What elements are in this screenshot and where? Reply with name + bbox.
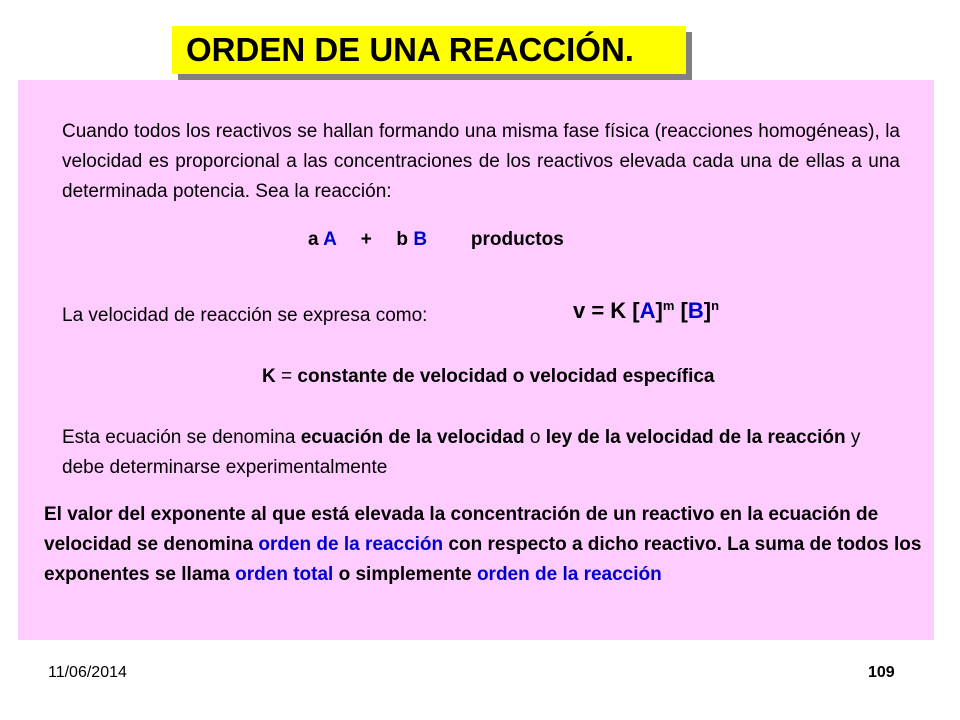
rate-law-part1: Esta ecuación se denomina [62, 427, 301, 448]
coef-b: b [396, 229, 409, 250]
order-term2: orden total [235, 564, 334, 585]
products-label: productos [470, 229, 564, 250]
order-part2: con respecto a dicho reactivo. La suma de todos los exponentes se llama [44, 534, 922, 585]
order-part3: o simplemente [333, 564, 477, 585]
rate-bracket-close-b: ] [703, 298, 712, 323]
slide-title: ORDEN DE UNA REACCIÓN. [172, 26, 686, 74]
footer-date: 11/06/2014 [48, 664, 127, 681]
order-term3: orden de la reacción [476, 564, 662, 585]
exponent-n: n [711, 298, 720, 313]
rate-bracket-close-a: ] [655, 298, 663, 323]
page-number: 109 [868, 664, 895, 681]
plus-sign: + [360, 229, 372, 250]
species-b: B [413, 229, 428, 250]
order-term1: orden de la reacción [258, 534, 444, 555]
rate-expression-label: La velocidad de reacción se expresa como: [62, 305, 428, 326]
order-paragraph [44, 500, 924, 590]
rate-species-b: B [687, 298, 704, 323]
intro-paragraph: Cuando todos los reactivos se hallan formando una misma fase física (reacciones homogéneas), la velocidad es proporcional a las concentraciones de los reactivos elevada cada una de ellas a una determinada potencia. Sea la reacción: [62, 121, 900, 202]
rate-law-part2: o [524, 427, 546, 448]
k-definition [262, 366, 714, 388]
k-equals: = [275, 366, 298, 387]
exponent-m: m [662, 298, 675, 313]
order-part1: El valor del exponente al que está elevada la concentración de un reactivo en la ecuación de velocidad se denomina [44, 504, 879, 555]
rate-law-term1: ecuación de la velocidad [300, 427, 525, 448]
rate-lhs: v = K [ [573, 298, 640, 323]
rate-law-paragraph [62, 423, 900, 483]
rate-species-a: A [639, 298, 656, 323]
rate-law-term2: ley de la velocidad de la reacción [545, 427, 846, 448]
reaction-equation [308, 229, 564, 251]
k-text: constante de velocidad o velocidad específica [297, 366, 715, 387]
rate-bracket-open-b: [ [680, 298, 688, 323]
k-symbol: K [262, 366, 276, 387]
species-a: A [323, 229, 337, 250]
coef-a: a [308, 229, 319, 250]
rate-equation [573, 298, 719, 324]
rate-law-part3: y debe determinarse experimentalmente [62, 427, 861, 478]
